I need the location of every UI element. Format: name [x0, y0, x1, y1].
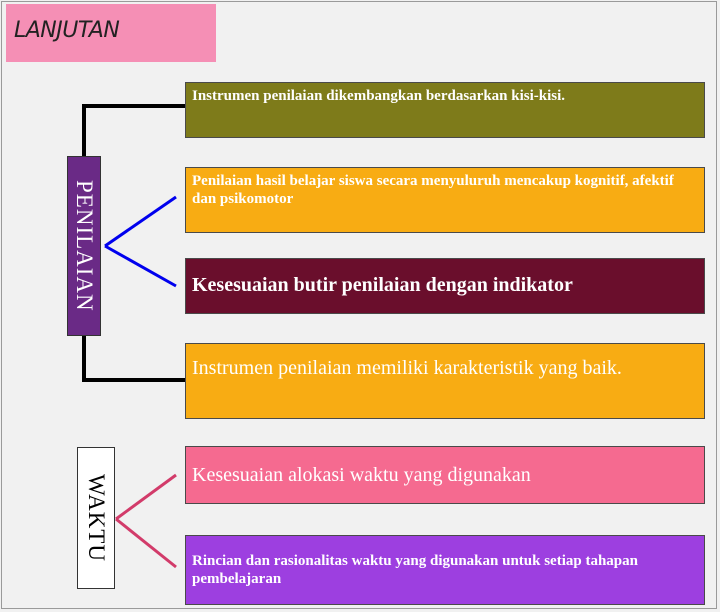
- box-menyeluruh: Penilaian hasil belajar siswa secara menyuluruh mencakup kognitif, afektif dan psikomotor: [185, 167, 705, 233]
- label-penilaian: [67, 156, 101, 336]
- box-alokasi-waktu: Kesesuaian alokasi waktu yang digunakan: [185, 446, 705, 504]
- box-karakteristik: Instrumen penilaian memiliki karakteristik yang baik.: [185, 343, 705, 419]
- box-kisi-kisi: Instrumen penilaian dikembangkan berdasarkan kisi-kisi.: [185, 82, 705, 138]
- connector-pink-lower: [116, 519, 176, 567]
- label-waktu: [77, 447, 115, 589]
- connector-pink-upper: [116, 475, 176, 519]
- connector-bottom: [84, 336, 185, 380]
- connector-blue-lower: [105, 246, 176, 286]
- slide-title: LANJUTAN: [14, 18, 120, 43]
- box-kesesuaian-butir: Kesesuaian butir penilaian dengan indikator: [185, 258, 705, 314]
- label-waktu-text: WAKTU: [84, 473, 109, 563]
- connector-top: [84, 106, 185, 156]
- box-rincian: Rincian dan rasionalitas waktu yang digunakan untuk setiap tahapan pembelajaran: [185, 535, 705, 605]
- connector-blue-upper: [105, 197, 176, 246]
- label-penilaian-text: PENILAIAN: [72, 180, 97, 312]
